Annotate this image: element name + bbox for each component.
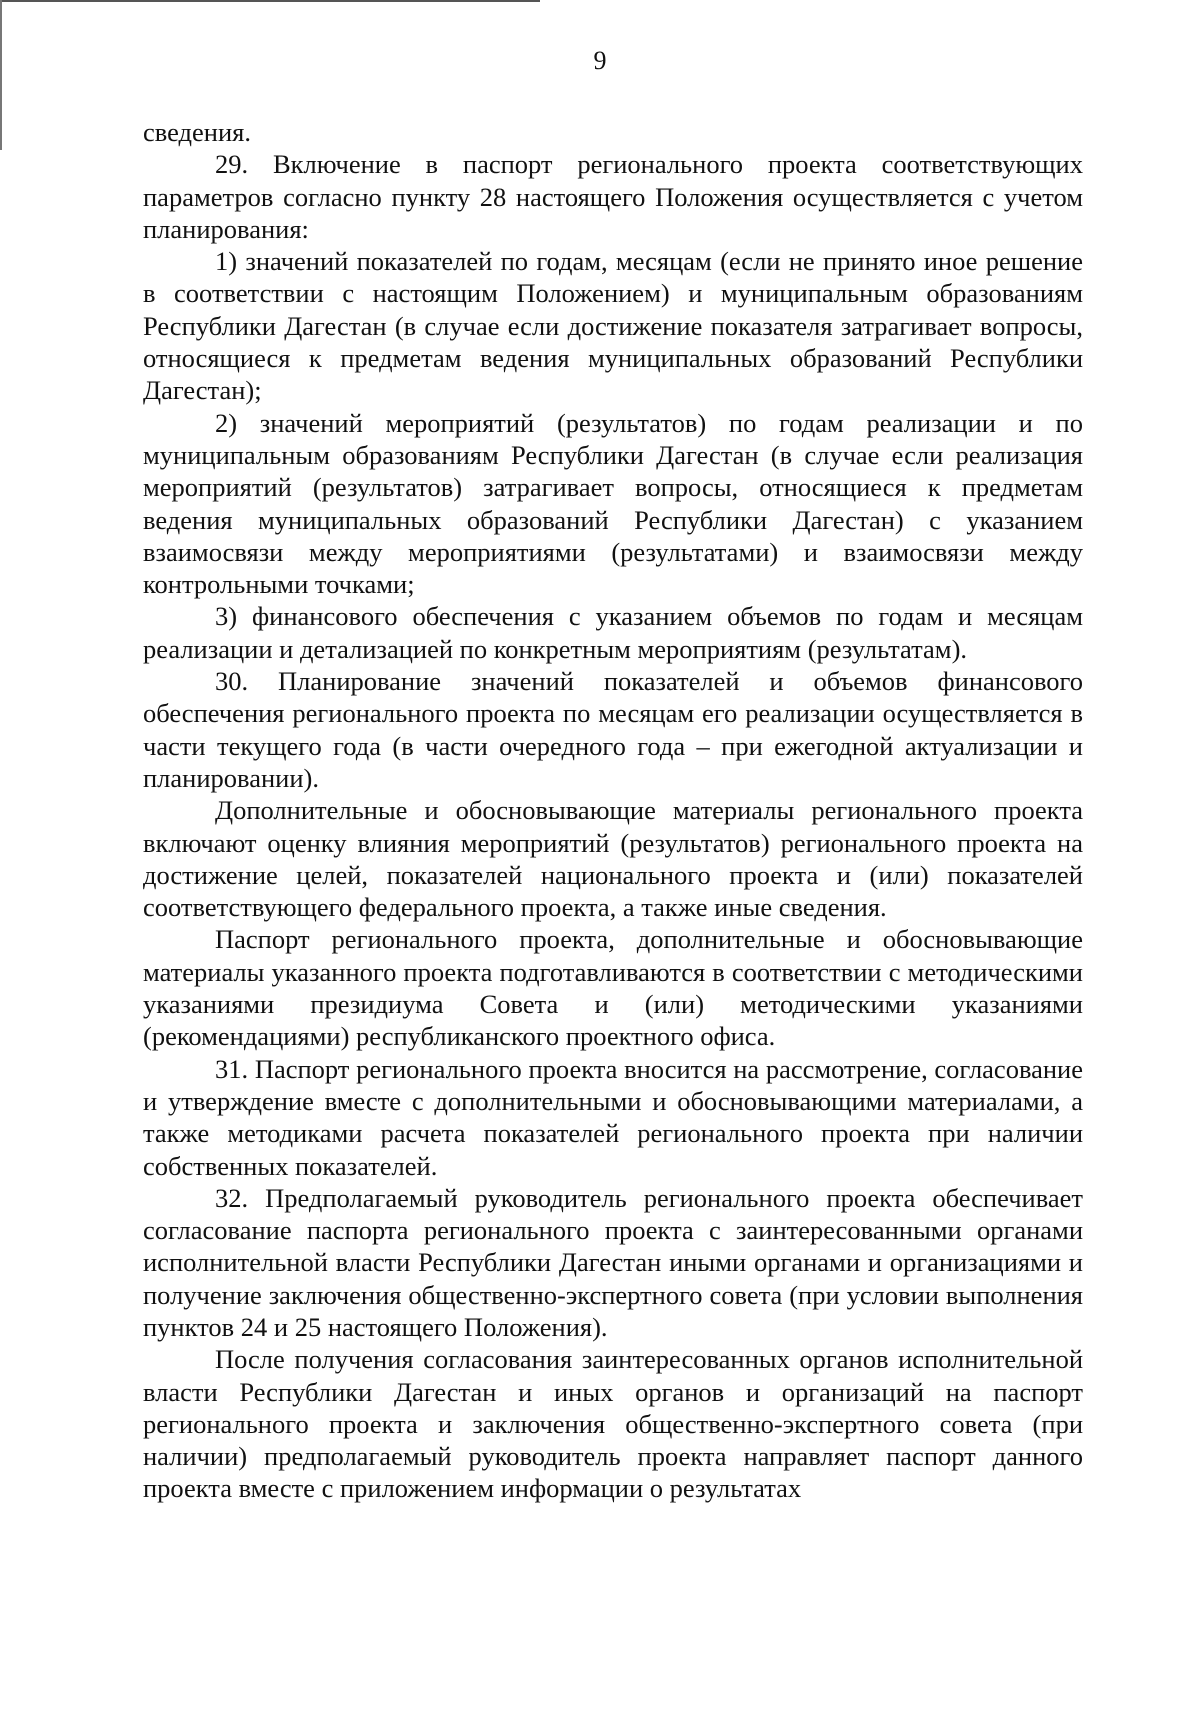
paragraph-32-after-approval: После получения согласования заинтересованных органов исполнительной власти Республики Дагестан и иных органов и организаций на паспорт регионального проекта и заключения общественно-экспертного совета (при наличии) предполагаемый руководитель проекта направляет паспорт данного проекта вместе с приложением информации о результатах — [143, 1344, 1083, 1504]
paragraph-29-item-3: 3) финансового обеспечения с указанием объемов по годам и месяцам реализации и детализацией по конкретным мероприятиям (результатам). — [143, 601, 1083, 664]
paragraph-continuation: сведения. — [143, 117, 251, 147]
paragraph-31: 31. Паспорт регионального проекта вносится на рассмотрение, согласование и утверждение вместе с дополнительными и обосновывающими материалами, а также методиками расчета показателей регионального проекта при наличии собственных показателей. — [143, 1053, 1083, 1181]
page-number: 9 — [593, 46, 607, 75]
paragraph-32: 32. Предполагаемый руководитель регионального проекта обеспечивает согласование паспорта регионального проекта с заинтересованными органами исполнительной власти Республики Дагестан иными органами и организациями и получение заключения общественно-экспертного совета (при условии выполнения пунктов 24 и 25 настоящего Положения). — [143, 1182, 1083, 1342]
paragraph-30-passport-preparation: Паспорт регионального проекта, дополнительные и обосновывающие материалы указанного проекта подготавливаются в соответствии с методическими указаниями президиума Совета и (или) методическими указаниями (рекомендациями) республиканского проектного офиса. — [143, 924, 1083, 1052]
document-body — [143, 116, 1083, 1505]
paragraph-29: 29. Включение в паспорт регионального проекта соответствующих параметров согласно пункту 28 настоящего Положения осуществляется с учетом планирования: — [143, 149, 1083, 244]
paragraph-30: 30. Планирование значений показателей и объемов финансового обеспечения регионального проекта по месяцам его реализации осуществляется в части текущего года (в части очередного года – при ежегодной актуализации и планировании). — [143, 666, 1083, 793]
paragraph-30-additional-materials: Дополнительные и обосновывающие материалы регионального проекта включают оценку влияния мероприятий (результатов) регионального проекта на достижение целей, показателей национального проекта и (или) показателей соответствующего федерального проекта, а также иные сведения. — [143, 795, 1083, 923]
paragraph-29-item-2: 2) значений мероприятий (результатов) по годам реализации и по муниципальным образованиям Республики Дагестан (в случае если реализация мероприятий (результатов) затрагивает вопросы, относящиеся к предметам ведения муниципальных образований Республики Дагестан) с указанием взаимосвязи между мероприятиями (результатами) и взаимосвязи между контрольными точками; — [143, 407, 1083, 600]
scan-edge-top — [0, 0, 540, 2]
paragraph-29-item-1: 1) значений показателей по годам, месяцам (если не принято иное решение в соответствии с настоящим Положением) и муниципальным образованиям Республики Дагестан (в случае если достижение показателя затрагивает вопросы, относящиеся к предметам ведения муниципальных образований Республики Дагестан); — [143, 246, 1083, 406]
